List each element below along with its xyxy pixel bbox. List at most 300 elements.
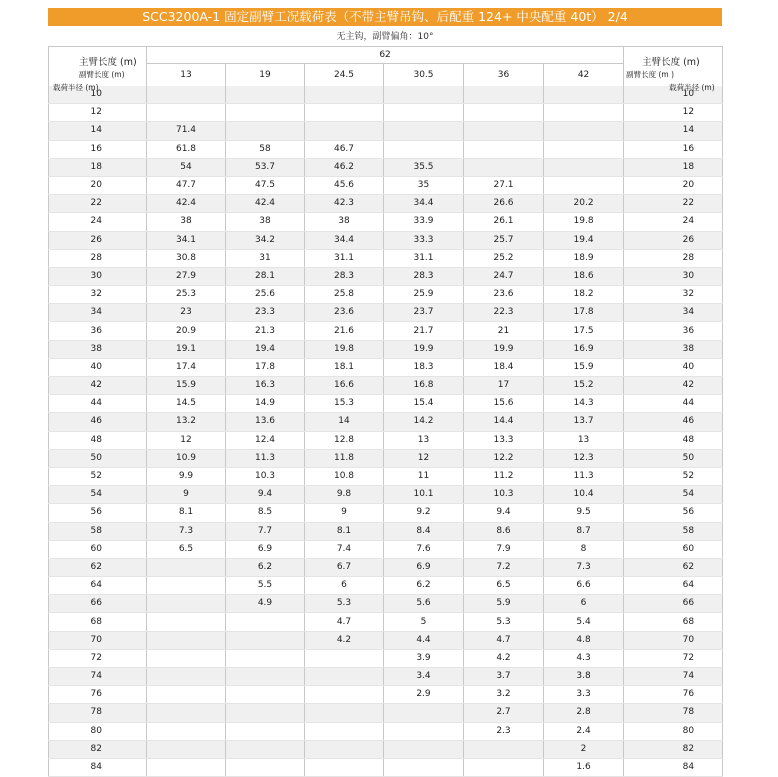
load-value-cell <box>147 758 226 776</box>
load-value-cell <box>384 722 464 740</box>
load-value-cell: 21.3 <box>226 322 305 340</box>
load-value-cell: 6.9 <box>226 540 305 558</box>
table-row <box>49 358 723 376</box>
main-boom-value-cell <box>147 47 624 64</box>
load-value-cell: 25.9 <box>384 286 464 304</box>
jib-length-header: 13 <box>147 64 226 87</box>
radius-cell: 78 <box>49 704 147 722</box>
load-value-cell: 13 <box>384 431 464 449</box>
load-value-cell: 4.9 <box>226 595 305 613</box>
load-value-cell <box>464 158 544 176</box>
table-row <box>49 668 723 686</box>
radius-cell: 50 <box>49 449 147 467</box>
radius-cell: 80 <box>624 722 723 740</box>
load-value-cell: 34.4 <box>384 195 464 213</box>
radius-cell: 22 <box>624 195 723 213</box>
load-value-cell: 19.4 <box>226 340 305 358</box>
corner-header-left <box>49 47 147 92</box>
load-value-cell: 10.8 <box>305 467 384 485</box>
load-value-cell: 13.2 <box>147 413 226 431</box>
radius-cell: 52 <box>49 467 147 485</box>
load-value-cell: 3.9 <box>384 649 464 667</box>
load-value-cell <box>147 577 226 595</box>
load-value-cell: 26.6 <box>464 195 544 213</box>
radius-cell: 74 <box>624 668 723 686</box>
table-row <box>49 595 723 613</box>
load-value-cell: 5 <box>384 613 464 631</box>
radius-cell: 34 <box>49 304 147 322</box>
load-value-cell: 9.5 <box>544 504 624 522</box>
load-value-cell: 6.7 <box>305 558 384 576</box>
load-value-cell <box>147 704 226 722</box>
radius-cell: 16 <box>624 140 723 158</box>
radius-cell: 14 <box>624 122 723 140</box>
load-value-cell: 46.2 <box>305 158 384 176</box>
radius-cell: 28 <box>624 249 723 267</box>
load-value-cell: 54 <box>147 158 226 176</box>
load-value-cell: 6.6 <box>544 577 624 595</box>
load-value-cell <box>226 704 305 722</box>
radius-cell: 70 <box>49 631 147 649</box>
load-value-cell: 8 <box>544 540 624 558</box>
load-value-cell: 19.8 <box>305 340 384 358</box>
load-value-cell: 5.4 <box>544 613 624 631</box>
load-value-cell: 12.2 <box>464 449 544 467</box>
load-value-cell: 4.2 <box>305 631 384 649</box>
load-value-cell: 15.2 <box>544 377 624 395</box>
table-row <box>49 467 723 485</box>
load-value-cell: 13.6 <box>226 413 305 431</box>
radius-cell: 20 <box>624 176 723 194</box>
load-value-cell <box>226 686 305 704</box>
load-value-cell: 5.6 <box>384 595 464 613</box>
load-value-cell: 14.5 <box>147 395 226 413</box>
radius-cell: 28 <box>49 249 147 267</box>
load-value-cell: 4.4 <box>384 631 464 649</box>
load-value-cell: 11.3 <box>544 467 624 485</box>
load-value-cell: 10.3 <box>464 486 544 504</box>
table-row <box>49 86 723 104</box>
load-value-cell: 17.4 <box>147 358 226 376</box>
load-value-cell: 6.2 <box>384 577 464 595</box>
load-value-cell: 25.2 <box>464 249 544 267</box>
load-value-cell: 27.1 <box>464 176 544 194</box>
table-row <box>49 613 723 631</box>
radius-cell: 32 <box>49 286 147 304</box>
main-boom-length-label: 主臂长度 (m) <box>642 56 700 68</box>
load-value-cell <box>464 122 544 140</box>
radius-cell: 72 <box>624 649 723 667</box>
table-row <box>49 558 723 576</box>
load-value-cell <box>544 158 624 176</box>
load-value-cell: 9.2 <box>384 504 464 522</box>
load-value-cell <box>147 649 226 667</box>
load-value-cell: 35.5 <box>384 158 464 176</box>
table-row <box>49 322 723 340</box>
table-row <box>49 304 723 322</box>
radius-cell: 46 <box>49 413 147 431</box>
radius-cell: 44 <box>624 395 723 413</box>
radius-cell: 22 <box>49 195 147 213</box>
load-value-cell: 13.7 <box>544 413 624 431</box>
radius-cell: 60 <box>49 540 147 558</box>
load-value-cell <box>147 104 226 122</box>
radius-cell: 16 <box>49 140 147 158</box>
load-value-cell: 15.6 <box>464 395 544 413</box>
load-value-cell: 19.4 <box>544 231 624 249</box>
load-value-cell <box>226 122 305 140</box>
radius-cell: 40 <box>49 358 147 376</box>
jib-length-header: 30.5 <box>384 64 464 87</box>
radius-cell: 84 <box>49 758 147 776</box>
load-value-cell <box>147 631 226 649</box>
load-value-cell: 14.2 <box>384 413 464 431</box>
load-value-cell: 20.2 <box>544 195 624 213</box>
radius-cell: 68 <box>49 613 147 631</box>
radius-cell: 44 <box>49 395 147 413</box>
radius-cell: 56 <box>49 504 147 522</box>
radius-cell: 18 <box>624 158 723 176</box>
load-value-cell: 34.1 <box>147 231 226 249</box>
load-value-cell: 7.2 <box>464 558 544 576</box>
radius-cell: 82 <box>624 740 723 758</box>
load-value-cell: 9.4 <box>226 486 305 504</box>
radius-cell: 38 <box>49 340 147 358</box>
radius-cell: 58 <box>624 522 723 540</box>
radius-cell: 34 <box>624 304 723 322</box>
load-value-cell: 16.8 <box>384 377 464 395</box>
jib-length-label: 副臂长度 (m ) <box>626 69 675 79</box>
load-value-cell: 6.5 <box>147 540 226 558</box>
load-value-cell: 45.6 <box>305 176 384 194</box>
load-value-cell <box>305 704 384 722</box>
load-value-cell: 2 <box>544 740 624 758</box>
load-value-cell: 23.6 <box>305 304 384 322</box>
load-value-cell: 15.9 <box>147 377 226 395</box>
load-value-cell: 31.1 <box>305 249 384 267</box>
table-row <box>49 522 723 540</box>
table-row <box>49 704 723 722</box>
radius-cell: 72 <box>49 649 147 667</box>
load-value-cell: 19.8 <box>544 213 624 231</box>
load-value-cell: 13 <box>544 431 624 449</box>
load-value-cell: 28.3 <box>305 267 384 285</box>
radius-cell: 12 <box>49 104 147 122</box>
radius-cell: 36 <box>624 322 723 340</box>
load-value-cell: 2.8 <box>544 704 624 722</box>
load-value-cell <box>305 649 384 667</box>
table-row <box>49 213 723 231</box>
load-value-cell: 10.9 <box>147 449 226 467</box>
load-value-cell: 46.7 <box>305 140 384 158</box>
radius-cell: 10 <box>49 86 147 104</box>
load-value-cell <box>384 104 464 122</box>
load-chart-sheet <box>48 8 722 777</box>
main-boom-length-label: 主臂长度 (m) <box>79 56 137 68</box>
radius-cell: 54 <box>49 486 147 504</box>
load-value-cell <box>464 140 544 158</box>
radius-cell: 32 <box>624 286 723 304</box>
load-value-cell: 19.9 <box>384 340 464 358</box>
table-row <box>49 122 723 140</box>
jib-length-header: 19 <box>226 64 305 87</box>
load-value-cell: 18.2 <box>544 286 624 304</box>
load-value-cell <box>147 722 226 740</box>
load-value-cell: 53.7 <box>226 158 305 176</box>
load-value-cell: 7.3 <box>544 558 624 576</box>
table-row <box>49 758 723 776</box>
load-value-cell <box>226 104 305 122</box>
load-value-cell: 31.1 <box>384 249 464 267</box>
load-value-cell: 7.3 <box>147 522 226 540</box>
load-value-cell <box>226 722 305 740</box>
load-value-cell: 25.6 <box>226 286 305 304</box>
radius-cell: 76 <box>49 686 147 704</box>
load-table <box>48 46 723 777</box>
load-value-cell: 6 <box>305 577 384 595</box>
load-value-cell: 71.4 <box>147 122 226 140</box>
load-value-cell: 21.7 <box>384 322 464 340</box>
radius-cell: 64 <box>49 577 147 595</box>
load-value-cell: 17.8 <box>544 304 624 322</box>
load-value-cell <box>226 613 305 631</box>
load-value-cell: 11.8 <box>305 449 384 467</box>
radius-cell: 60 <box>624 540 723 558</box>
load-value-cell: 7.6 <box>384 540 464 558</box>
load-value-cell: 17.5 <box>544 322 624 340</box>
table-row <box>49 340 723 358</box>
load-value-cell: 3.8 <box>544 668 624 686</box>
load-value-cell: 9.9 <box>147 467 226 485</box>
load-value-cell: 5.3 <box>464 613 544 631</box>
table-row <box>49 431 723 449</box>
radius-cell: 42 <box>624 377 723 395</box>
load-value-cell: 8.7 <box>544 522 624 540</box>
load-value-cell: 47.7 <box>147 176 226 194</box>
load-value-cell: 16.9 <box>544 340 624 358</box>
load-value-cell <box>305 122 384 140</box>
radius-cell: 48 <box>49 431 147 449</box>
load-value-cell: 13.3 <box>464 431 544 449</box>
load-value-cell <box>384 758 464 776</box>
load-value-cell: 38 <box>226 213 305 231</box>
load-value-cell: 11 <box>384 467 464 485</box>
load-value-cell <box>544 176 624 194</box>
radius-cell: 70 <box>624 631 723 649</box>
load-value-cell <box>305 740 384 758</box>
radius-cell: 36 <box>49 322 147 340</box>
radius-cell: 24 <box>624 213 723 231</box>
load-value-cell: 34.4 <box>305 231 384 249</box>
radius-cell: 18 <box>49 158 147 176</box>
load-value-cell <box>226 668 305 686</box>
load-value-cell: 1.6 <box>544 758 624 776</box>
load-value-cell: 18.1 <box>305 358 384 376</box>
load-value-cell: 6.5 <box>464 577 544 595</box>
load-value-cell: 6.2 <box>226 558 305 576</box>
load-value-cell <box>464 86 544 104</box>
load-value-cell: 14.4 <box>464 413 544 431</box>
load-value-cell: 15.9 <box>544 358 624 376</box>
load-value-cell: 34.2 <box>226 231 305 249</box>
load-value-cell: 8.4 <box>384 522 464 540</box>
load-value-cell: 42.3 <box>305 195 384 213</box>
radius-cell: 76 <box>624 686 723 704</box>
main-boom-value: 62 <box>379 50 391 60</box>
load-value-cell: 7.4 <box>305 540 384 558</box>
load-value-cell: 8.1 <box>147 504 226 522</box>
load-value-cell: 23.6 <box>464 286 544 304</box>
table-row <box>49 540 723 558</box>
radius-cell: 54 <box>624 486 723 504</box>
header-row <box>49 47 723 64</box>
radius-cell: 40 <box>624 358 723 376</box>
load-value-cell: 22.3 <box>464 304 544 322</box>
load-value-cell: 12.4 <box>226 431 305 449</box>
load-value-cell: 23.7 <box>384 304 464 322</box>
table-row <box>49 249 723 267</box>
load-value-cell: 5.9 <box>464 595 544 613</box>
load-value-cell: 14 <box>305 413 384 431</box>
load-value-cell: 7.9 <box>464 540 544 558</box>
radius-cell: 56 <box>624 504 723 522</box>
load-value-cell: 3.7 <box>464 668 544 686</box>
load-value-cell <box>384 740 464 758</box>
load-value-cell: 33.9 <box>384 213 464 231</box>
radius-cell: 62 <box>624 558 723 576</box>
radius-cell: 24 <box>49 213 147 231</box>
load-value-cell: 42.4 <box>147 195 226 213</box>
load-value-cell: 2.7 <box>464 704 544 722</box>
load-value-cell: 27.9 <box>147 267 226 285</box>
load-value-cell: 16.3 <box>226 377 305 395</box>
load-value-cell: 4.7 <box>464 631 544 649</box>
load-value-cell <box>544 104 624 122</box>
load-value-cell: 38 <box>305 213 384 231</box>
radius-cell: 66 <box>624 595 723 613</box>
load-value-cell: 21 <box>464 322 544 340</box>
load-value-cell: 10.1 <box>384 486 464 504</box>
load-value-cell: 23.3 <box>226 304 305 322</box>
load-value-cell: 25.3 <box>147 286 226 304</box>
load-value-cell: 5.5 <box>226 577 305 595</box>
load-value-cell: 18.6 <box>544 267 624 285</box>
radius-cell: 78 <box>624 704 723 722</box>
load-value-cell: 2.9 <box>384 686 464 704</box>
radius-cell: 74 <box>49 668 147 686</box>
radius-cell: 10 <box>624 86 723 104</box>
load-value-cell <box>147 686 226 704</box>
table-row <box>49 504 723 522</box>
table-row <box>49 377 723 395</box>
load-value-cell: 4.8 <box>544 631 624 649</box>
radius-cell: 26 <box>624 231 723 249</box>
load-value-cell: 5.3 <box>305 595 384 613</box>
jib-offset-note: 无主钩，副臂偏角：10° <box>336 32 434 42</box>
load-value-cell: 24.7 <box>464 267 544 285</box>
load-value-cell: 18.9 <box>544 249 624 267</box>
load-value-cell: 4.3 <box>544 649 624 667</box>
load-value-cell: 4.2 <box>464 649 544 667</box>
table-title: SCC3200A-1 固定副臂工况载荷表（不带主臂吊钩、后配重 124+ 中央配重 40t） 2/4 <box>48 8 722 26</box>
radius-cell: 42 <box>49 377 147 395</box>
jib-length-header: 42 <box>544 64 624 87</box>
load-value-cell <box>305 104 384 122</box>
load-value-cell: 2.3 <box>464 722 544 740</box>
radius-label: 载荷半径 (m) <box>53 82 99 92</box>
jib-length-label: 副臂长度 (m) <box>79 69 125 79</box>
load-value-cell: 6.9 <box>384 558 464 576</box>
radius-cell: 38 <box>624 340 723 358</box>
load-value-cell: 30.8 <box>147 249 226 267</box>
table-row <box>49 631 723 649</box>
load-value-cell <box>384 122 464 140</box>
load-value-cell: 20.9 <box>147 322 226 340</box>
load-value-cell <box>226 758 305 776</box>
load-value-cell <box>384 704 464 722</box>
load-value-cell: 2.4 <box>544 722 624 740</box>
load-value-cell: 61.8 <box>147 140 226 158</box>
load-value-cell <box>226 631 305 649</box>
table-row <box>49 231 723 249</box>
load-value-cell: 9.8 <box>305 486 384 504</box>
table-row <box>49 649 723 667</box>
load-value-cell: 26.1 <box>464 213 544 231</box>
radius-cell: 58 <box>49 522 147 540</box>
load-value-cell <box>147 613 226 631</box>
load-value-cell <box>305 686 384 704</box>
load-value-cell <box>305 86 384 104</box>
load-value-cell: 9 <box>305 504 384 522</box>
table-row <box>49 286 723 304</box>
table-row <box>49 577 723 595</box>
table-row <box>49 413 723 431</box>
load-value-cell: 25.8 <box>305 286 384 304</box>
jib-lengths-row <box>49 64 723 87</box>
load-value-cell: 23 <box>147 304 226 322</box>
load-value-cell: 8.5 <box>226 504 305 522</box>
load-value-cell: 7.7 <box>226 522 305 540</box>
load-value-cell: 19.1 <box>147 340 226 358</box>
radius-cell: 68 <box>624 613 723 631</box>
load-value-cell: 21.6 <box>305 322 384 340</box>
jib-length-header: 36 <box>464 64 544 87</box>
load-value-cell <box>305 722 384 740</box>
load-value-cell <box>147 86 226 104</box>
table-row <box>49 686 723 704</box>
table-row <box>49 395 723 413</box>
radius-cell: 14 <box>49 122 147 140</box>
load-value-cell: 3.2 <box>464 686 544 704</box>
load-value-cell: 14.9 <box>226 395 305 413</box>
load-value-cell <box>147 740 226 758</box>
table-row <box>49 722 723 740</box>
load-value-cell: 17 <box>464 377 544 395</box>
jib-length-header: 24.5 <box>305 64 384 87</box>
table-row <box>49 158 723 176</box>
radius-cell: 30 <box>49 267 147 285</box>
radius-cell: 12 <box>624 104 723 122</box>
table-row <box>49 104 723 122</box>
radius-label: 载荷半径 (m) <box>669 82 715 92</box>
load-value-cell <box>384 140 464 158</box>
load-value-cell: 9.4 <box>464 504 544 522</box>
load-value-cell <box>226 86 305 104</box>
load-value-cell: 12 <box>384 449 464 467</box>
load-value-cell: 28.1 <box>226 267 305 285</box>
load-value-cell: 18.3 <box>384 358 464 376</box>
load-value-cell: 15.4 <box>384 395 464 413</box>
